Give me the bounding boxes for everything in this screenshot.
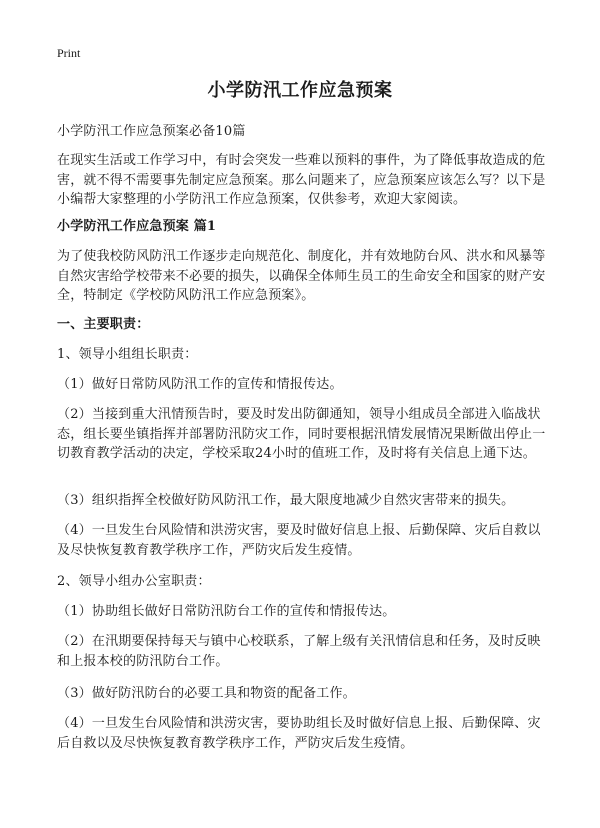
office-duties-heading: 2、领导小组办公室职责： — [57, 574, 211, 589]
leader-duty-item: （3）组织指挥全校做好防风防汛工作，最大限度地减少自然灾害带来的损失。 — [57, 493, 515, 508]
intro-paragraph: 在现实生活或工作学习中，有时会突发一些难以预料的事件，为了降低事故造成的危害，就不得不需要事先制定应急预案。那么问题来了，应急预案应该怎么写？以下是小编帮大家整理的小学防汛工作应急预案，仅供参考，欢迎大家阅读。 — [57, 153, 546, 207]
duties-heading: 一、主要职责： — [57, 317, 150, 332]
office-duty-item: （4）一旦发生台风险情和洪涝灾害，要协助组长及时做好信息上报、后勤保障、灾后自救以及尽快恢复教育教学秩序工作，严防灾后发生疫情。 — [57, 716, 541, 751]
print-label: Print — [57, 46, 81, 60]
leader-duty-item: （1）做好日常防风防汛工作的宣传和情报传达。 — [57, 377, 343, 392]
office-duty-item: （1）协助组长做好日常防汛防台工作的宣传和情报传达。 — [57, 604, 396, 619]
leader-duty-item: （4）一旦发生台风险情和洪涝灾害，要及时做好信息上报、后勤保障、灾后自救以及尽快恢复教育教学秩序工作，严防灾后发生疫情。 — [57, 523, 541, 558]
office-duty-item: （2）在汛期要保持每天与镇中心校联系，了解上级有关汛情信息和任务，及时反映和上报本校的防汛防台工作。 — [57, 634, 541, 669]
document-subtitle: 小学防汛工作应急预案必备10篇 — [57, 124, 246, 139]
office-duty-item: （3）做好防汛防台的必要工具和物资的配备工作。 — [57, 686, 356, 701]
leader-duties-heading: 1、领导小组组长职责： — [57, 347, 198, 362]
purpose-paragraph: 为了使我校防风防汛工作逐步走向规范化、制度化，并有效地防台风、洪水和风暴等自然灾害给学校带来不必要的损失，以确保全体师生员工的生命安全和国家的财产安全，特制定《学校防风防汛工作应急预案》。 — [57, 249, 546, 303]
section-title: 小学防汛工作应急预案 篇1 — [57, 219, 217, 234]
leader-duty-item: （2）当接到重大汛情预告时，要及时发出防御通知，领导小组成员全部进入临战状态，组长要坐镇指挥并部署防汛防灾工作，同时要根据汛情发展情况果断做出停止一切教育教学活动的决定，学校采取24小时的值班工作，及时将有关信息上通下达。 — [57, 407, 546, 461]
document-title: 小学防汛工作应急预案 — [207, 80, 393, 101]
